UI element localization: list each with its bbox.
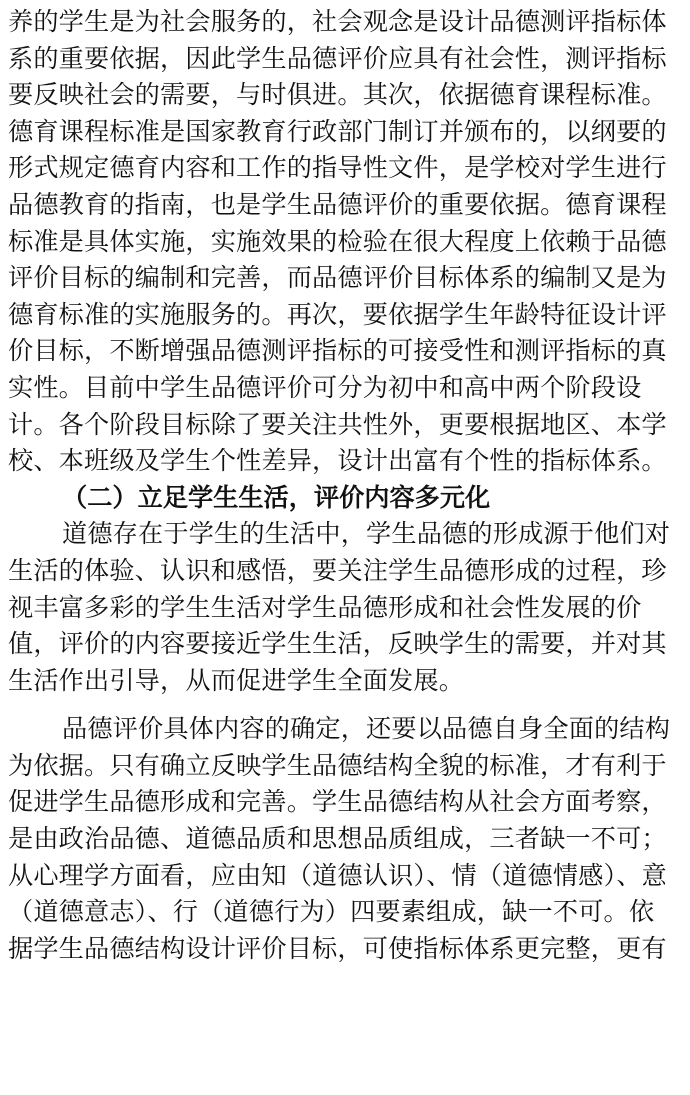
text-line: 生活作出引导，从而促进学生全面发展。 [8, 665, 465, 695]
text-line: 生活的体验、认识和感悟，要关注学生品德形成的过程，珍 [8, 555, 667, 585]
text-line: 系的重要依据，因此学生品德评价应具有社会性，测评指标 [8, 43, 667, 73]
paragraph-life [8, 516, 684, 699]
text-line: 养的学生是为社会服务的，社会观念是设计品德测评指标体 [8, 7, 667, 36]
text-line: 要反映社会的需要，与时俱进。其次，依据德育课程标准。 [8, 80, 667, 110]
text-line: 从心理学方面看，应由知（道德认识）、情（道德情感）、意 [8, 860, 667, 890]
paragraph-gap [8, 699, 684, 711]
text-line: 实性。目前中学生品德评价可分为初中和高中两个阶段设 [8, 372, 642, 402]
text-line: 评价目标的编制和完善，而品德评价目标体系的编制又是为 [8, 263, 667, 293]
paragraph-continued [8, 4, 684, 480]
text-line: 计。各个阶段目标除了要关注共性外，更要根据地区、本学 [8, 409, 667, 439]
text-line: 品德评价具体内容的确定，还要以品德自身全面的结构 [62, 714, 671, 744]
text-line: 标准是具体实施，实施效果的检验在很大程度上依赖于品德 [8, 226, 667, 256]
text-line: （道德意志）、行（道德行为）四要素组成，缺一不可。依 [8, 897, 655, 927]
text-line: 据学生品德结构设计评价目标，可使指标体系更完整，更有 [8, 933, 667, 963]
text-line: 道德存在于学生的生活中，学生品德的形成源于他们对 [62, 519, 671, 549]
section-heading: （二）立足学生生活，评价内容多元化 [62, 482, 491, 512]
text-line: 视丰富多彩的学生生活对学生品德形成和社会性发展的价 [8, 592, 642, 622]
text-line: 形式规定德育内容和工作的指导性文件，是学校对学生进行 [8, 153, 667, 183]
text-line: 为依据。只有确立反映学生品德结构全貌的标准，才有利于 [8, 750, 667, 780]
text-line: 促进学生品德形成和完善。学生品德结构从社会方面考察， [8, 787, 667, 817]
text-line: 校、本班级及学生个性差异，设计出富有个性的指标体系。 [8, 446, 667, 476]
text-line: 是由政治品德、道德品质和思想品质组成，三者缺一不可； [8, 824, 667, 854]
text-line: 德育课程标准是国家教育行政部门制订并颁布的，以纲要的 [8, 116, 667, 146]
text-line: 德育标准的实施服务的。再次，要依据学生年龄特征设计评 [8, 299, 667, 329]
text-line: 品德教育的指南，也是学生品德评价的重要依据。德育课程 [8, 189, 667, 219]
text-line: 价目标，不断增强品德测评指标的可接受性和测评指标的真 [8, 336, 667, 366]
paragraph-structure [8, 711, 684, 967]
text-line: 值，评价的内容要接近学生生活，反映学生的需要，并对其 [8, 629, 667, 659]
